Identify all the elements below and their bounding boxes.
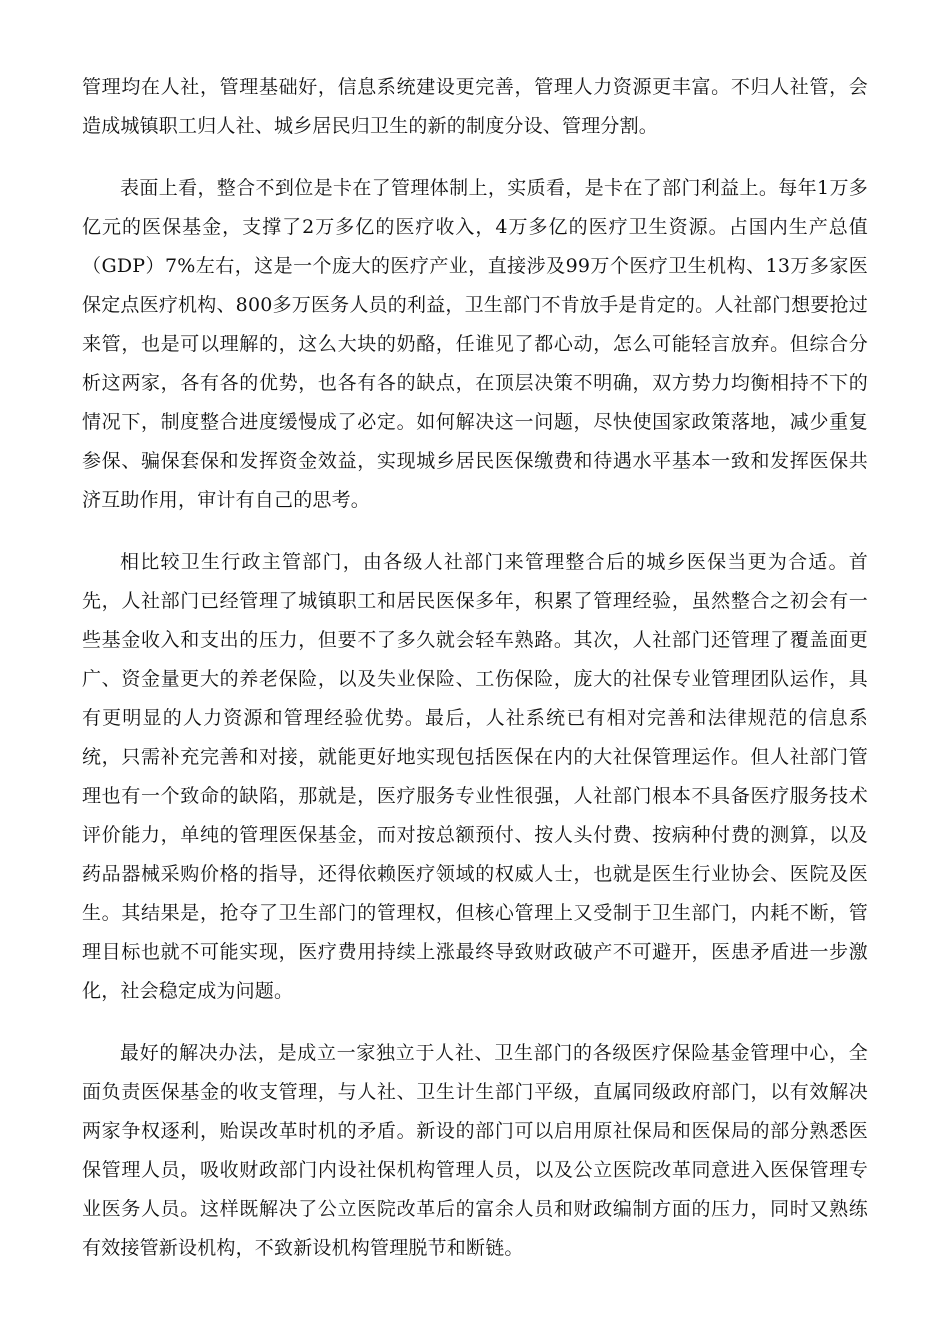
paragraph-4: 最好的解决办法，是成立一家独立于人社、卫生部门的各级医疗保险基金管理中心，全面负责医保基金的收支管理，与人社、卫生计生部门平级，直属同级政府部门，以有效解决两家争权逐利，贻误改革时机的矛盾。新设的部门可以启用原社保局和医保局的部分熟悉医保管理人员，吸收财政部门内设社保机构管理人员，以及公立医院改革同意进入医保管理专业医务人员。这样既解决了公立医院改革后的富余人员和财政编制方面的压力，同时又熟练有效接管新设机构，不致新设机构管理脱节和断链。	[82, 1042, 868, 1259]
document-page	[82, 68, 868, 1291]
paragraph-2: 表面上看，整合不到位是卡在了管理体制上，实质看，是卡在了部门利益上。每年1万多亿元的医保基金，支撑了2万多亿的医疗收入，4万多亿的医疗卫生资源。占国内生产总值（GDP）7%左右，这是一个庞大的医疗产业，直接涉及99万个医疗卫生机构、13万多家医保定点医疗机构、800多万医务人员的利益，卫生部门不肯放手是肯定的。人社部门想要抢过来管，也是可以理解的，这么大块的奶酪，任谁见了都心动，怎么可能轻言放弃。但综合分析这两家，各有各的优势，也各有各的缺点，在顶层决策不明确，双方势力均衡相持不下的情况下，制度整合进度缓慢成了必定。如何解决这一问题，尽快使国家政策落地，减少重复参保、骗保套保和发挥资金效益，实现城乡居民医保缴费和待遇水平基本一致和发挥医保共济互助作用，审计有自己的思考。	[82, 177, 868, 511]
paragraph-3: 相比较卫生行政主管部门，由各级人社部门来管理整合后的城乡医保当更为合适。首先，人社部门已经管理了城镇职工和居民医保多年，积累了管理经验，虽然整合之初会有一些基金收入和支出的压力，但要不了多久就会轻车熟路。其次，人社部门还管理了覆盖面更广、资金量更大的养老保险，以及失业保险、工伤保险，庞大的社保专业管理团队运作，具有更明显的人力资源和管理经验优势。最后，人社系统已有相对完善和法律规范的信息系统，只需补充完善和对接，就能更好地实现包括医保在内的大社保管理运作。但人社部门管理也有一个致命的缺陷，那就是，医疗服务专业性很强，人社部门根本不具备医疗服务技术评价能力，单纯的管理医保基金，而对按总额预付、按人头付费、按病种付费的测算，以及药品器械采购价格的指导，还得依赖医疗领域的权威人士，也就是医生行业协会、医院及医生。其结果是，抢夺了卫生部门的管理权，但核心管理上又受制于卫生部门，内耗不断，管理目标也就不可能实现，医疗费用持续上涨最终导致财政破产不可避开，医患矛盾进一步激化，社会稳定成为问题。	[82, 551, 868, 1002]
paragraph-1: 管理均在人社，管理基础好，信息系统建设更完善，管理人力资源更丰富。不归人社管，会造成城镇职工归人社、城乡居民归卫生的新的制度分设、管理分割。	[82, 76, 868, 137]
